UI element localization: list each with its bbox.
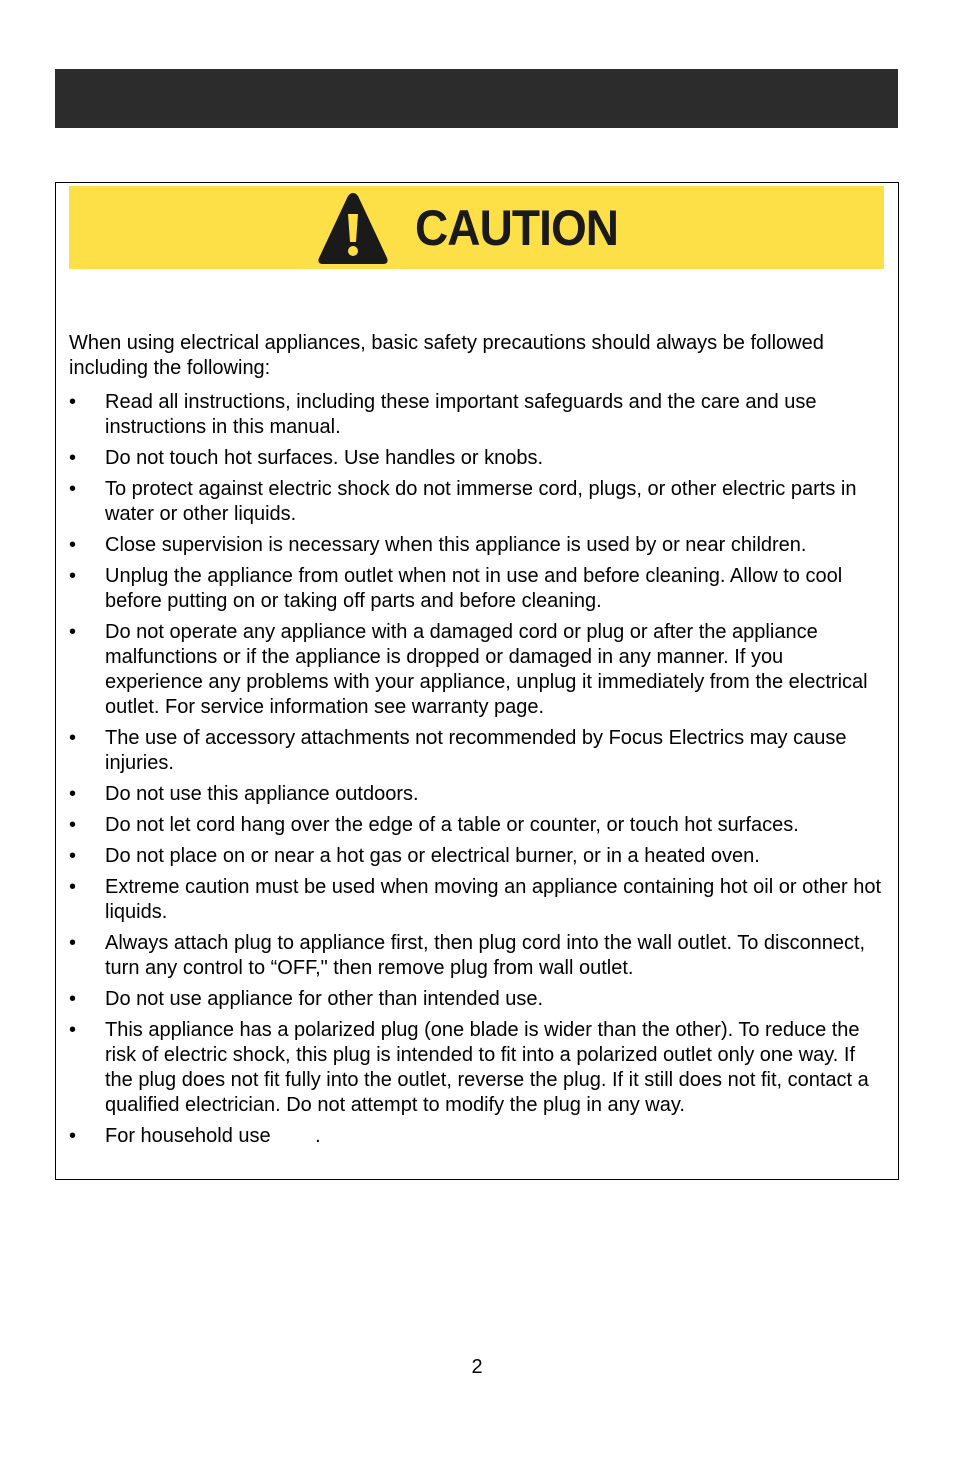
caution-box — [55, 182, 899, 1180]
list-item — [69, 477, 884, 527]
bullet-icon: • — [69, 534, 77, 556]
list-item-text: The use of accessory attachments not recommended by Focus Electrics may cause injuries. — [105, 727, 847, 774]
list-item-text: Do not place on or near a hot gas or electrical burner, or in a heated oven. — [105, 845, 760, 867]
list-item-text: Do not use appliance for other than intended use. — [105, 988, 544, 1010]
list-item — [69, 813, 884, 838]
list-item-text: This appliance has a polarized plug (one blade is wider than the other). To reduce the risk of electric shock, this plug is intended to fit into a polarized outlet only one way. If the plug does not fit fully into the outlet, reverse the plug. If it still does not fit, contact a qualified electrician. Do not attempt to modify the plug in any way. — [105, 1019, 869, 1116]
list-item — [69, 726, 884, 776]
list-item-text: To protect against electric shock do not immerse cord, plugs, or other electric parts in water or other liquids. — [105, 478, 857, 525]
list-item — [69, 931, 884, 981]
list-item-text: Do not operate any appliance with a damaged cord or plug or after the appliance malfunctions or if the appliance is dropped or damaged in any manner. If you experience any problems with your appliance, unplug it immediately from the electrical outlet. For service information see warranty page. — [105, 621, 868, 718]
list-item-text: For household use . — [105, 1125, 321, 1147]
bullet-icon: • — [69, 621, 77, 643]
list-item-text: Do not let cord hang over the edge of a table or counter, or touch hot surfaces. — [105, 814, 799, 836]
bullet-icon: • — [69, 876, 77, 898]
list-item — [69, 533, 884, 558]
bullet-icon: • — [69, 391, 77, 413]
caution-banner — [69, 186, 884, 269]
list-item — [69, 782, 884, 807]
bullet-icon: • — [69, 727, 77, 749]
list-item — [69, 620, 884, 720]
bullet-icon: • — [69, 565, 77, 587]
bullet-icon: • — [69, 845, 77, 867]
intro-text: When using electrical appliances, basic safety precautions should always be followed including the following: — [69, 332, 824, 379]
list-item-text: Do not touch hot surfaces. Use handles or knobs. — [105, 447, 544, 469]
list-item — [69, 390, 884, 440]
warning-triangle-icon — [317, 190, 389, 266]
list-item — [69, 446, 884, 471]
list-item-text: Unplug the appliance from outlet when not in use and before cleaning. Allow to cool before putting on or taking off parts and before cleaning. — [105, 565, 843, 612]
bullet-icon: • — [69, 1125, 77, 1147]
safety-rules-list — [69, 390, 884, 1155]
list-item — [69, 1018, 884, 1118]
list-item — [69, 875, 884, 925]
bullet-icon: • — [69, 932, 77, 954]
list-item — [69, 1124, 884, 1149]
bullet-icon: • — [69, 447, 77, 469]
list-item-text: Always attach plug to appliance first, then plug cord into the wall outlet. To disconnect, turn any control to “OFF," then remove plug from wall outlet. — [105, 932, 866, 979]
list-item-text: Extreme caution must be used when moving an appliance containing hot oil or other hot liquids. — [105, 876, 882, 923]
caution-label: CAUTION — [415, 199, 619, 256]
list-item-text: Do not use this appliance outdoors. — [105, 783, 419, 805]
bullet-icon: • — [69, 783, 77, 805]
bullet-icon: • — [69, 478, 77, 500]
list-item — [69, 987, 884, 1012]
bullet-icon: • — [69, 1019, 77, 1041]
list-item-text: Close supervision is necessary when this appliance is used by or near children. — [105, 534, 807, 556]
list-item-text: Read all instructions, including these important safeguards and the care and use instructions in this manual. — [105, 391, 817, 438]
list-item — [69, 564, 884, 614]
list-item — [69, 844, 884, 869]
bullet-icon: • — [69, 988, 77, 1010]
section-header-bar — [55, 69, 898, 128]
page-number: 2 — [471, 1356, 483, 1378]
bullet-icon: • — [69, 814, 77, 836]
